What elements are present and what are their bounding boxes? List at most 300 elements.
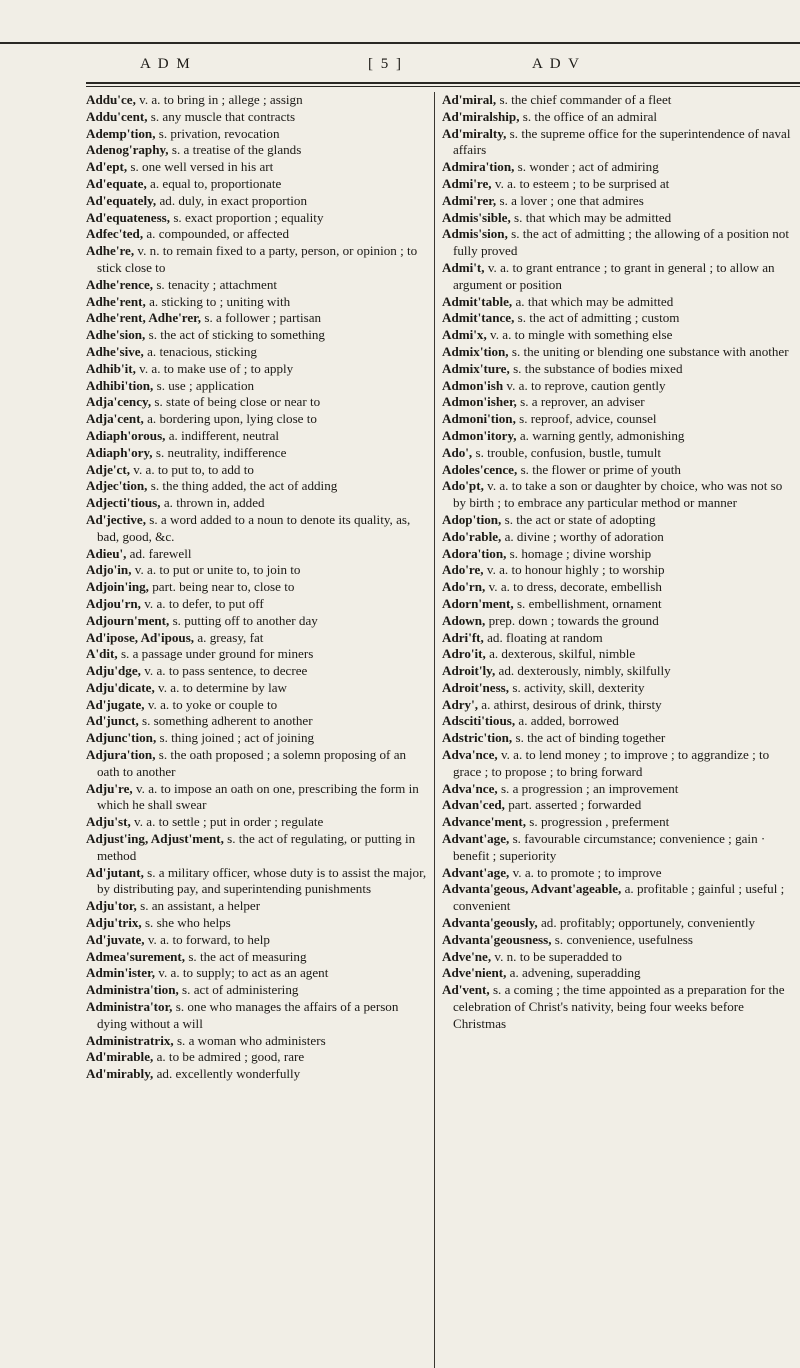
entry-headword: Adri'ft,	[442, 629, 484, 645]
entry-headword: Adva'nce,	[442, 747, 498, 763]
dictionary-entry	[442, 226, 796, 260]
dictionary-entry	[86, 630, 430, 647]
entry-headword: Adhibi'tion,	[86, 377, 154, 393]
header-left-guide-word: A D M	[140, 56, 192, 72]
dictionary-entry	[86, 310, 430, 327]
entry-definition: v. a. to make use of ; to apply	[139, 360, 294, 376]
entry-headword: Adhe'rent,	[86, 293, 146, 309]
entry-headword: Adva'nce,	[442, 780, 498, 796]
dictionary-entry	[442, 109, 796, 126]
entry-definition: ad. floating at random	[487, 629, 603, 645]
dictionary-entry	[442, 663, 796, 680]
entry-headword: Adry',	[442, 696, 479, 712]
entry-definition: v. n. to be superadded to	[494, 948, 622, 964]
dictionary-entry	[86, 562, 430, 579]
entry-headword: Adju'st,	[86, 814, 131, 830]
entry-headword: Admira'tion,	[442, 159, 515, 175]
entry-definition: s. a word added to a noun to denote its quality, as, bad, good, &c.	[97, 511, 411, 544]
dictionary-entry	[86, 243, 430, 277]
dictionary-entry	[442, 327, 796, 344]
entry-headword: Adjura'tion,	[86, 747, 156, 763]
entry-definition: s. a passage under ground for miners	[120, 646, 314, 662]
dictionary-entry	[442, 478, 796, 512]
entry-definition: s. a reprover, an adviser	[520, 394, 645, 410]
entry-headword: Adsciti'tious,	[442, 713, 516, 729]
dictionary-entry	[442, 865, 796, 882]
entry-definition: a. divine ; worthy of adoration	[504, 528, 664, 544]
dictionary-entry	[86, 646, 430, 663]
entry-headword: Adjoin'ing,	[86, 579, 149, 595]
entry-definition: s. the act of binding together	[515, 730, 666, 746]
entry-headword: Admi'rer,	[442, 192, 497, 208]
entry-headword: Admix'tion,	[442, 343, 509, 359]
entry-definition: s. wonder ; act of admiring	[517, 159, 659, 175]
entry-headword: Ad'miralship,	[442, 108, 520, 124]
entry-definition: s. she who helps	[144, 915, 231, 931]
entry-definition: s. the substance of bodies mixed	[513, 360, 683, 376]
entry-definition: a. greasy, fat	[197, 629, 264, 645]
top-rule	[0, 42, 800, 44]
entry-headword: Ad'equate,	[86, 175, 147, 191]
entry-definition: s. the office of an admiral	[522, 108, 658, 124]
entry-headword: Ademp'tion,	[86, 125, 156, 141]
dictionary-entry	[86, 445, 430, 462]
entry-headword: Adorn'ment,	[442, 595, 514, 611]
entry-definition: s. convenience, usefulness	[554, 931, 693, 947]
entry-headword: Advanta'geously,	[442, 915, 538, 931]
entry-definition: s. the oath proposed ; a solemn proposing of an oath to another	[97, 747, 407, 779]
dictionary-entry	[442, 814, 796, 831]
dictionary-entry	[86, 1033, 430, 1050]
entry-headword: Adhib'it,	[86, 360, 136, 376]
entry-definition: s. a lover ; one that admires	[499, 192, 644, 208]
entry-headword: Adve'ne,	[442, 948, 492, 964]
entry-headword: Adiaph'ory,	[86, 444, 153, 460]
entry-definition: s. tenacity ; attachment	[156, 276, 278, 292]
entry-definition: ad. farewell	[129, 545, 192, 561]
dictionary-entry	[86, 915, 430, 932]
dictionary-entry	[442, 965, 796, 982]
dictionary-entry	[442, 747, 796, 781]
dictionary-entry	[442, 797, 796, 814]
entry-definition: s. something adherent to another	[142, 713, 313, 729]
dictionary-entry	[86, 663, 430, 680]
entry-headword: Adja'cency,	[86, 394, 152, 410]
dictionary-entry	[442, 630, 796, 647]
dictionary-entry	[86, 512, 430, 546]
entry-definition: v. a. to determine by law	[158, 679, 287, 695]
entry-headword: Ad'mirably,	[86, 1066, 154, 1082]
entry-definition: a. indifferent, neutral	[168, 427, 280, 443]
entry-headword: Advan'ced,	[442, 797, 505, 813]
entry-headword: Adhe'sion,	[86, 327, 146, 343]
dictionary-entry	[86, 613, 430, 630]
entry-headword: Adenog'raphy,	[86, 142, 169, 158]
dictionary-entry	[442, 529, 796, 546]
dictionary-entry	[86, 92, 430, 109]
dictionary-entry	[86, 697, 430, 714]
entry-headword: Adjou'rn,	[86, 595, 141, 611]
dictionary-entry	[442, 949, 796, 966]
entry-headword: Adora'tion,	[442, 545, 507, 561]
dictionary-entry	[86, 411, 430, 428]
entry-headword: Adju'dicate,	[86, 679, 155, 695]
entry-headword: Admis'sion,	[442, 226, 508, 242]
entry-headword: Adjust'ing, Adjust'ment,	[86, 831, 224, 847]
dictionary-entry	[442, 193, 796, 210]
dictionary-entry	[86, 865, 430, 899]
entry-definition: s. one who manages the affairs of a person dying without a will	[97, 999, 399, 1031]
entry-definition: s. act of administering	[182, 982, 299, 998]
entry-definition: s. any muscle that contracts	[150, 108, 296, 124]
entry-definition: s. the act of measuring	[188, 948, 307, 964]
entry-definition: ad. profitably; opportunely, conveniently	[540, 915, 756, 931]
dictionary-entry	[86, 462, 430, 479]
entry-definition: a. athirst, desirous of drink, thirsty	[481, 696, 662, 712]
entry-headword: Adhe'sive,	[86, 343, 144, 359]
dictionary-entry	[86, 478, 430, 495]
entry-headword: Ado're,	[442, 562, 484, 578]
entry-definition: s. homage ; divine worship	[509, 545, 652, 561]
entry-definition: v. a. to yoke or couple to	[147, 696, 278, 712]
entry-definition: s. a treatise of the glands	[171, 142, 302, 158]
dictionary-entry	[86, 831, 430, 865]
entry-headword: Ad'mirable,	[86, 1049, 154, 1065]
dictionary-entry	[86, 277, 430, 294]
entry-headword: Administra'tor,	[86, 999, 173, 1015]
dictionary-entry	[442, 445, 796, 462]
entry-headword: Admon'isher,	[442, 394, 517, 410]
dictionary-entry	[442, 428, 796, 445]
entry-definition: a. compounded, or affected	[146, 226, 290, 242]
dictionary-entry	[442, 781, 796, 798]
entry-headword: Ad'vent,	[442, 982, 490, 998]
dictionary-entry	[442, 462, 796, 479]
entry-definition: s. the chief commander of a fleet	[499, 92, 672, 107]
entry-definition: a. tenacious, sticking	[147, 343, 257, 359]
entry-headword: Adroit'ness,	[442, 679, 510, 695]
dictionary-entry	[86, 747, 430, 781]
entry-headword: Adjo'in,	[86, 562, 132, 578]
entry-headword: Adjourn'ment,	[86, 612, 170, 628]
entry-definition: a. that which may be admitted	[515, 293, 674, 309]
entry-headword: Adown,	[442, 612, 486, 628]
dictionary-entry	[442, 344, 796, 361]
dictionary-entry	[86, 394, 430, 411]
entry-headword: Admi'x,	[442, 327, 487, 343]
entry-definition: v. a. to bring in ; allege ; assign	[139, 92, 303, 107]
dictionary-entry	[86, 596, 430, 613]
entry-definition: a. bordering upon, lying close to	[147, 411, 317, 427]
dictionary-entry	[442, 730, 796, 747]
entry-headword: Adja'cent,	[86, 411, 144, 427]
dictionary-entry	[442, 596, 796, 613]
entry-headword: Adro'it,	[442, 646, 486, 662]
entry-definition: s. a progression ; an improvement	[500, 780, 679, 796]
entry-headword: Adje'ct,	[86, 461, 130, 477]
dictionary-entry	[86, 579, 430, 596]
entry-definition: ad. excellently wonderfully	[156, 1066, 301, 1082]
dictionary-entry	[442, 210, 796, 227]
entry-headword: Adjunc'tion,	[86, 730, 157, 746]
entry-definition: a. warning gently, admonishing	[519, 427, 685, 443]
page-number: [ 5 ]	[368, 56, 403, 72]
dictionary-entry	[86, 949, 430, 966]
entry-definition: s. a coming ; the time appointed as a preparation for the celebration of Christ's nativity, being four weeks before Christmas	[453, 982, 785, 1031]
entry-definition: v. a. to take a son or daughter by choice, who was not so by birth ; to embrace any particular method or manner	[453, 478, 783, 511]
dictionary-entry	[86, 378, 430, 395]
dictionary-entry	[442, 411, 796, 428]
dictionary-entry	[86, 1049, 430, 1066]
entry-headword: Ad'equateness,	[86, 209, 171, 225]
entry-headword: Ado'rable,	[442, 528, 502, 544]
entry-definition: s. the act of sticking to something	[148, 327, 325, 343]
dictionary-entry	[442, 881, 796, 915]
entry-headword: Ado'rn,	[442, 579, 486, 595]
entry-headword: Advance'ment,	[442, 814, 527, 830]
entry-headword: Adjecti'tious,	[86, 495, 161, 511]
entry-definition: v. a. to reprove, caution gently	[506, 377, 666, 393]
entry-headword: Admit'table,	[442, 293, 513, 309]
dictionary-entry	[86, 680, 430, 697]
entry-definition: s. favourable circumstance; convenience ; gain · benefit ; superiority	[453, 831, 766, 863]
dictionary-entry	[442, 361, 796, 378]
dictionary-entry	[442, 579, 796, 596]
entry-definition: s. the supreme office for the superintendence of naval affairs	[453, 125, 791, 158]
dictionary-entry	[86, 327, 430, 344]
entry-headword: Adju'dge,	[86, 663, 141, 679]
dictionary-entry	[86, 814, 430, 831]
dictionary-entry	[442, 646, 796, 663]
entry-headword: Adhe're,	[86, 243, 135, 259]
entry-definition: s. embellishment, ornament	[516, 595, 662, 611]
entry-definition: s. putting off to another day	[172, 612, 318, 628]
entry-headword: Admi're,	[442, 175, 492, 191]
dictionary-entry	[86, 730, 430, 747]
entry-headword: Admix'ture,	[442, 360, 510, 376]
dictionary-entry	[442, 310, 796, 327]
dictionary-entry	[86, 1066, 430, 1083]
entry-headword: Admoni'tion,	[442, 411, 516, 427]
entry-definition: v. a. to supply; to act as an agent	[158, 965, 329, 981]
entry-headword: Adieu',	[86, 545, 127, 561]
entry-definition: s. the act or state of adopting	[504, 511, 656, 527]
entry-headword: Advanta'geousness,	[442, 931, 552, 947]
dictionary-entry	[442, 378, 796, 395]
dictionary-entry	[442, 126, 796, 160]
dictionary-entry	[86, 898, 430, 915]
entry-definition: s. neutrality, indifference	[155, 444, 287, 460]
entry-definition: a. dexterous, skilful, nimble	[489, 646, 636, 662]
entry-headword: Addu'cent,	[86, 108, 148, 124]
entry-definition: v. a. to forward, to help	[147, 931, 270, 947]
dictionary-entry	[442, 260, 796, 294]
entry-headword: Advant'age,	[442, 831, 510, 847]
entry-definition: s. a follower ; partisan	[204, 310, 322, 326]
entry-headword: Admis'sible,	[442, 209, 511, 225]
entry-headword: Admin'ister,	[86, 965, 155, 981]
entry-headword: Administra'tion,	[86, 982, 179, 998]
running-header	[70, 52, 800, 78]
entry-definition: s. privation, revocation	[158, 125, 280, 141]
entry-definition: a. thrown in, added	[163, 495, 265, 511]
entry-definition: s. the act of admitting ; the allowing of a position not fully proved	[453, 226, 789, 259]
entry-definition: part. being near to, close to	[152, 579, 295, 595]
entry-headword: Adju'tor,	[86, 898, 137, 914]
dictionary-entry	[86, 226, 430, 243]
entry-definition: v. a. to lend money ; to improve ; to aggrandize ; to grace ; to propose ; to bring forward	[453, 747, 770, 779]
dictionary-entry	[86, 361, 430, 378]
entry-definition: v. a. to put to, to add to	[133, 461, 254, 477]
dictionary-entry	[442, 159, 796, 176]
dictionary-entry	[86, 176, 430, 193]
entry-headword: Adstric'tion,	[442, 730, 513, 746]
dictionary-entry	[86, 965, 430, 982]
entry-headword: Adve'nient,	[442, 965, 507, 981]
entry-definition: s. one well versed in his art	[130, 159, 274, 175]
entry-definition: s. an assistant, a helper	[140, 898, 261, 914]
entry-headword: Ad'juvate,	[86, 931, 145, 947]
entry-headword: Adiaph'orous,	[86, 427, 166, 443]
entry-headword: Ad'jective,	[86, 511, 146, 527]
dictionary-entry	[86, 109, 430, 126]
entry-headword: Admi't,	[442, 259, 485, 275]
entry-definition: a. equal to, proportionate	[150, 175, 282, 191]
entry-definition: a. profitable ; gainful ; useful ; convenient	[453, 881, 785, 914]
dictionary-entry	[442, 176, 796, 193]
entry-definition: s. the act of regulating, or putting in method	[97, 831, 416, 863]
entry-headword: Admit'tance,	[442, 310, 515, 326]
entry-headword: Ad'ipose, Ad'ipous,	[86, 629, 195, 645]
entry-definition: part. asserted ; forwarded	[508, 797, 642, 813]
header-rule-thin	[86, 86, 800, 87]
entry-headword: Adoles'cence,	[442, 461, 518, 477]
entry-definition: s. the thing added, the act of adding	[150, 478, 338, 494]
entry-definition: s. trouble, confusion, bustle, tumult	[475, 444, 661, 460]
dictionary-entry	[86, 142, 430, 159]
entry-definition: a. advening, superadding	[509, 965, 641, 981]
entry-definition: v. n. to remain fixed to a party, person, or opinion ; to stick close to	[97, 243, 418, 275]
dictionary-entry	[86, 999, 430, 1033]
entry-headword: Ad'miralty,	[442, 125, 507, 141]
entry-headword: Admon'itory,	[442, 427, 517, 443]
dictionary-entry	[442, 92, 796, 109]
entry-definition: v. a. to pass sentence, to decree	[144, 663, 308, 679]
dictionary-entry	[86, 193, 430, 210]
entry-headword: Adhe'rence,	[86, 276, 154, 292]
entry-headword: Adfec'ted,	[86, 226, 144, 242]
entry-definition: s. a military officer, whose duty is to assist the major, by distributing pay, and superintending punishments	[97, 864, 427, 897]
column-divider	[434, 92, 435, 1368]
dictionary-entry	[442, 294, 796, 311]
dictionary-entry	[86, 159, 430, 176]
entry-headword: A'dit,	[86, 646, 118, 662]
entry-headword: Adju're,	[86, 780, 133, 796]
entry-definition: a. added, borrowed	[518, 713, 619, 729]
dictionary-entry	[86, 713, 430, 730]
dictionary-entry	[86, 932, 430, 949]
dictionary-entry	[86, 428, 430, 445]
entry-definition: s. progression , preferment	[529, 814, 670, 830]
dictionary-entry	[442, 831, 796, 865]
entry-headword: Ado',	[442, 444, 473, 460]
dictionary-entry	[86, 344, 430, 361]
entry-headword: Administratrix,	[86, 1032, 174, 1048]
dictionary-entry	[442, 613, 796, 630]
entry-definition: v. a. to put or unite to, to join to	[134, 562, 301, 578]
entry-definition: v. a. to impose an oath on one, prescribing the form in which he shall swear	[97, 780, 419, 813]
left-column	[86, 92, 430, 1083]
entry-headword: Ado'pt,	[442, 478, 484, 494]
dictionary-entry	[86, 126, 430, 143]
dictionary-entry	[442, 680, 796, 697]
entry-headword: Ad'jugate,	[86, 696, 145, 712]
dictionary-entry	[442, 562, 796, 579]
entry-headword: Advanta'geous, Advant'ageable,	[442, 881, 622, 897]
entry-definition: a. sticking to ; uniting with	[149, 293, 291, 309]
entry-headword: Admea'surement,	[86, 948, 186, 964]
entry-definition: v. a. to grant entrance ; to grant in general ; to allow an argument or position	[453, 259, 775, 292]
entry-definition: s. activity, skill, dexterity	[512, 679, 645, 695]
dictionary-entry	[442, 546, 796, 563]
header-rule	[86, 82, 800, 84]
dictionary-entry	[442, 982, 796, 1032]
entry-definition: s. that which may be admitted	[514, 209, 672, 225]
entry-definition: prep. down ; towards the ground	[488, 612, 659, 628]
dictionary-entry	[86, 781, 430, 815]
header-right-guide-word: A D V	[532, 56, 581, 72]
dictionary-entry	[86, 495, 430, 512]
entry-definition: ad. dexterously, nimbly, skilfully	[498, 663, 671, 679]
entry-definition: v. a. to dress, decorate, embellish	[488, 579, 662, 595]
entry-definition: v. a. to esteem ; to be surprised at	[494, 175, 670, 191]
entry-definition: s. the uniting or blending one substance with another	[511, 343, 789, 359]
entry-definition: s. thing joined ; act of joining	[159, 730, 315, 746]
entry-headword: Adhe'rent, Adhe'rer,	[86, 310, 202, 326]
entry-definition: v. a. to settle ; put in order ; regulate	[134, 814, 324, 830]
entry-definition: s. exact proportion ; equality	[173, 209, 324, 225]
entry-definition: s. the flower or prime of youth	[520, 461, 681, 477]
entry-definition: s. the act of admitting ; custom	[517, 310, 680, 326]
dictionary-entry	[442, 394, 796, 411]
dictionary-entry	[442, 713, 796, 730]
entry-headword: Addu'ce,	[86, 92, 136, 107]
dictionary-entry	[86, 982, 430, 999]
entry-definition: v. a. to defer, to put off	[144, 595, 264, 611]
entry-definition: s. a woman who administers	[176, 1032, 326, 1048]
entry-headword: Ad'junct,	[86, 713, 139, 729]
entry-definition: s. state of being close or near to	[154, 394, 321, 410]
entry-headword: Adju'trix,	[86, 915, 142, 931]
entry-definition: v. a. to mingle with something else	[490, 327, 673, 343]
dictionary-entry	[442, 915, 796, 932]
entry-definition: ad. duly, in exact proportion	[159, 192, 308, 208]
entry-headword: Ad'ept,	[86, 159, 128, 175]
dictionary-entry	[86, 546, 430, 563]
entry-headword: Admon'ish	[442, 377, 504, 393]
entry-definition: v. a. to honour highly ; to worship	[486, 562, 665, 578]
entry-definition: s. reproof, advice, counsel	[519, 411, 657, 427]
dictionary-entry	[442, 697, 796, 714]
entry-headword: Adjec'tion,	[86, 478, 148, 494]
entry-definition: a. to be admired ; good, rare	[156, 1049, 305, 1065]
dictionary-entry	[86, 294, 430, 311]
dictionary-entry	[86, 210, 430, 227]
entry-headword: Ad'equately,	[86, 192, 157, 208]
entry-headword: Ad'jutant,	[86, 864, 144, 880]
entry-definition: s. use ; application	[156, 377, 255, 393]
dictionary-entry	[442, 932, 796, 949]
